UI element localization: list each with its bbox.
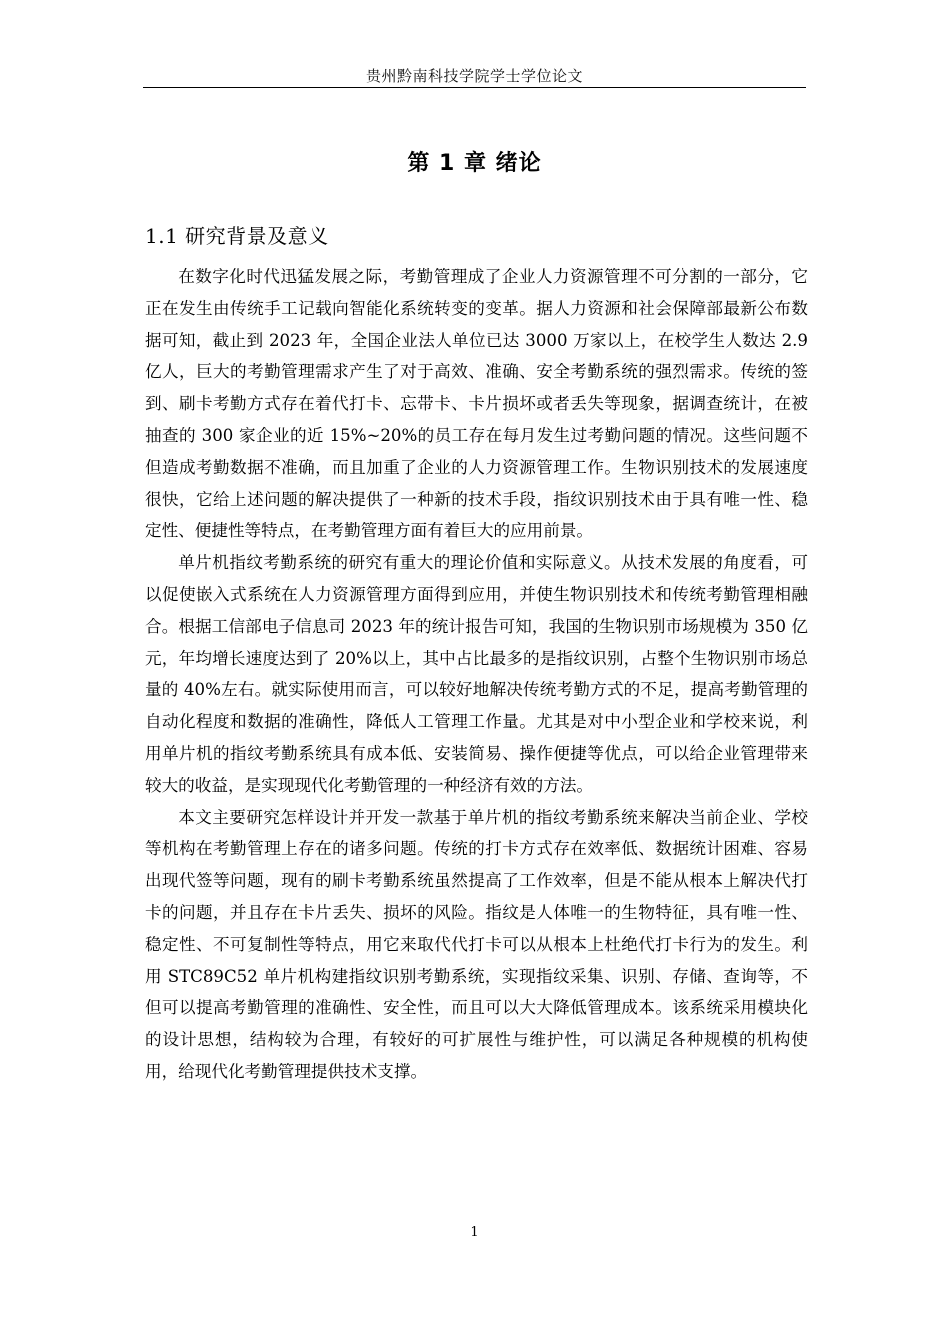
body-text (145, 261, 808, 1088)
paragraph-1: 在数字化时代迅猛发展之际，考勤管理成了企业人力资源管理不可分割的一部分，它正在发生由传统手工记载向智能化系统转变的变革。据人力资源和社会保障部最新公布数据可知，截止到 2023 年，全国企业法人单位已达 3000 万家以上，在校学生人数达 2.9 亿人，巨大的考勤管理需求产生了对于高效、准确、安全考勤系统的强烈需求。传统的签到、刷卡考勤方式存在着代打卡、忘带卡、卡片损坏或者丢失等现象，据调查统计，在被抽查的 300 家企业的近 15%~20%的员工存在每月发生过考勤问题的情况。这些问题不但造成考勤数据不准确，而且加重了企业的人力资源管理工作。生物识别技术的发展速度很快，它给上述问题的解决提供了一种新的技术手段，指纹识别技术由于具有唯一性、稳定性、便捷性等特点，在考勤管理方面有着巨大的应用前景。 (145, 267, 808, 541)
paragraph-2: 单片机指纹考勤系统的研究有重大的理论价值和实际意义。从技术发展的角度看，可以促使嵌入式系统在人力资源管理方面得到应用，并使生物识别技术和传统考勤管理相融合。根据工信部电子信息司 2023 年的统计报告可知，我国的生物识别市场规模为 350 亿元，年均增长速度达到了 20%以上，其中占比最多的是指纹识别，占整个生物识别市场总量的 40%左右。就实际使用而言，可以较好地解决传统考勤方式的不足，提高考勤管理的自动化程度和数据的准确性，降低人工管理工作量。尤其是对中小型企业和学校来说，利用单片机的指纹考勤系统具有成本低、安装简易、操作便捷等优点，可以给企业管理带来较大的收益，是实现现代化考勤管理的一种经济有效的方法。 (145, 553, 808, 795)
running-header: 贵州黔南科技学院学士学位论文 (365, 67, 583, 85)
paragraph-3: 本文主要研究怎样设计并开发一款基于单片机的指纹考勤系统来解决当前企业、学校等机构在考勤管理上存在的诸多问题。传统的打卡方式存在效率低、数据统计困难、容易出现代签等问题，现有的刷卡考勤系统虽然提高了工作效率，但是不能从根本上解决代打卡的问题，并且存在卡片丢失、损坏的风险。指纹是人体唯一的生物特征，具有唯一性、稳定性、不可复制性等特点，用它来取代代打卡可以从根本上杜绝代打卡行为的发生。利用 STC89C52 单片机构建指纹识别考勤系统，实现指纹采集、识别、存储、查询等，不但可以提高考勤管理的准确性、安全性，而且可以大大降低管理成本。该系统采用模块化的设计思想，结构较为合理，有较好的可扩展性与维护性，可以满足各种规模的机构使用，给现代化考勤管理提供技术支撑。 (145, 807, 808, 1081)
header-rule (143, 87, 806, 88)
chapter-title: 第 1 章 绪论 (407, 151, 542, 176)
section-title: 1.1 研究背景及意义 (145, 224, 329, 248)
page-number: 1 (470, 1225, 479, 1240)
